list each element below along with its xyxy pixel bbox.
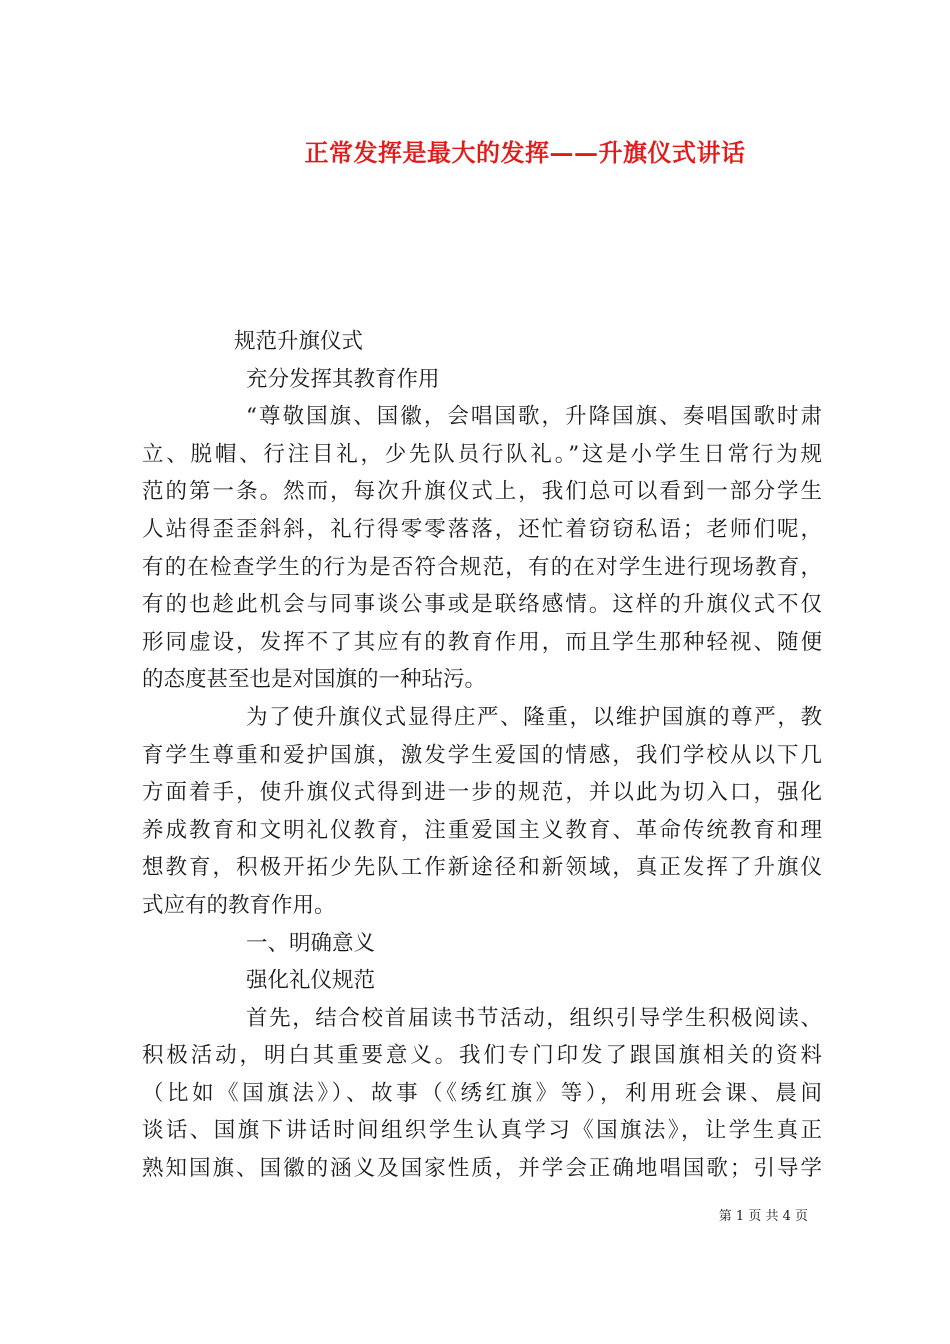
paragraph-line: 人站得歪歪斜斜，礼行得零零落落，还忙着窃窃私语；老师们呢， (142, 516, 822, 542)
paragraph-line: 范的第一条。然而，每次升旗仪式上，我们总可以看到一部分学生 (142, 479, 822, 505)
paragraph-line: 有的也趁此机会与同事谈公事或是联络感情。这样的升旗仪式不仅 (142, 592, 822, 618)
paragraph-line: 积极活动，明白其重要意义。我们专门印发了跟国旗相关的资料 (142, 1043, 822, 1069)
paragraph-line: 育学生尊重和爱护国旗，激发学生爱国的情感，我们学校从以下几 (142, 742, 822, 768)
section-heading: 一、明确意义 (246, 930, 376, 956)
paragraph-line: 养成教育和文明礼仪教育，注重爱国主义教育、革命传统教育和理 (142, 817, 822, 843)
page-footer: 第 1 页 共 4 页 (718, 1209, 808, 1224)
document-title: 正常发挥是最大的发挥——升旗仪式讲话 (304, 138, 746, 167)
paragraph-line: “尊敬国旗、国徽，会唱国歌，升降国旗、奏唱国歌时肃 (246, 404, 822, 430)
paragraph-line: 立、脱帽、行注目礼，少先队员行队礼。”这是小学生日常行为规 (142, 441, 822, 467)
paragraph-line: 谈话、国旗下讲话时间组织学生认真学习《国旗法》，让学生真正 (142, 1118, 822, 1144)
paragraph-line: 为了使升旗仪式显得庄严、隆重，以维护国旗的尊严，教 (246, 704, 822, 730)
paragraph-line: 式应有的教育作用。 (142, 892, 336, 918)
section-heading: 规范升旗仪式 (234, 329, 364, 354)
paragraph-line: 有的在检查学生的行为是否符合规范，有的在对学生进行现场教育， (142, 554, 822, 580)
paragraph-line: （比如《国旗法》）、故事（《绣红旗》等），利用班会课、晨间 (142, 1080, 822, 1106)
document-body (142, 323, 822, 1188)
paragraph-line: 的态度甚至也是对国旗的一种玷污。 (142, 667, 487, 693)
paragraph-line: 首先，结合校首届读书节活动，组织引导学生积极阅读、 (246, 1005, 822, 1031)
paragraph-line: 形同虚设，发挥不了其应有的教育作用，而且学生那种轻视、随便 (142, 629, 822, 655)
section-heading: 强化礼仪规范 (246, 968, 376, 994)
paragraph-line: 方面着手，使升旗仪式得到进一步的规范，并以此为切入口，强化 (142, 780, 822, 806)
paragraph-line: 想教育，积极开拓少先队工作新途径和新领域，真正发挥了升旗仪 (142, 855, 822, 881)
paragraph-line: 熟知国旗、国徽的涵义及国家性质，并学会正确地唱国歌；引导学 (142, 1156, 822, 1182)
section-heading: 充分发挥其教育作用 (246, 366, 440, 392)
